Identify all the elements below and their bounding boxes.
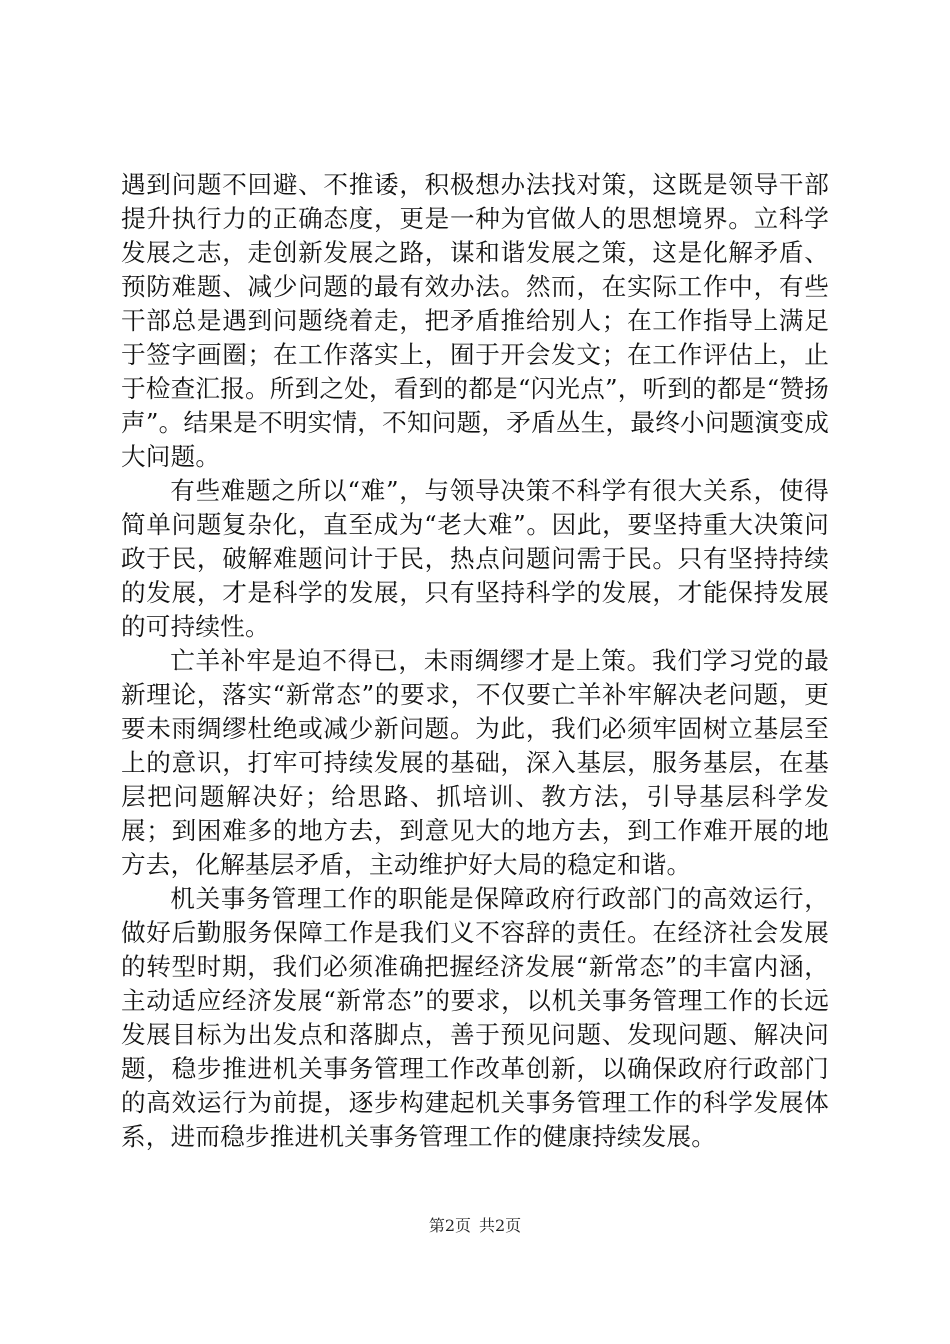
- page-number: 第2页: [428, 1216, 471, 1235]
- paragraph-4: 机关事务管理工作的职能是保障政府行政部门的高效运行，做好后勤服务保障工作是我们义不容辞的责任。在经济社会发展的转型时期，我们必须准确把握经济发展“新常态”的丰富内涵，主动适应经济发展“新常态”的要求，以机关事务管理工作的长远发展目标为出发点和落脚点，善于预见问题、发现问题、解决问题，稳步推进机关事务管理工作改革创新，以确保政府行政部门的高效运行为前提，逐步构建起机关事务管理工作的科学发展体系，进而稳步推进机关事务管理工作的健康持续发展。: [121, 884, 829, 1151]
- paragraph-1: 遇到问题不回避、不推诿，积极想办法找对策，这既是领导干部提升执行力的正确态度，更是一种为官做人的思想境界。立科学发展之志，走创新发展之路，谋和谐发展之策，这是化解矛盾、预防难题、减少问题的最有效办法。然而，在实际工作中，有些干部总是遇到问题绕着走，把矛盾推给别人；在工作指导上满足于签字画圈；在工作落实上，囿于开会发文；在工作评估上，止于检查汇报。所到之处，看到的都是“闪光点”，听到的都是“赞扬声”。结果是不明实情，不知问题，矛盾丛生，最终小问题演变成大问题。: [121, 170, 829, 471]
- page-footer: [0, 1216, 950, 1236]
- paragraph-3: 亡羊补牢是迫不得已，未雨绸缪才是上策。我们学习党的最新理论，落实“新常态”的要求，不仅要亡羊补牢解决老问题，更要未雨绸缪杜绝或减少新问题。为此，我们必须牢固树立基层至上的意识，打牢可持续发展的基础，深入基层，服务基层，在基层把问题解决好；给思路、抓培训、教方法，引导基层科学发展；到困难多的地方去，到意见大的地方去，到工作难开展的地方去，化解基层矛盾，主动维护好大局的稳定和谐。: [121, 646, 829, 879]
- paragraph-2: 有些难题之所以“难”，与领导决策不科学有很大关系，使得简单问题复杂化，直至成为“老大难”。因此，要坚持重大决策问政于民，破解难题问计于民，热点问题问需于民。只有坚持持续的发展，才是科学的发展，只有坚持科学的发展，才能保持发展的可持续性。: [121, 476, 829, 641]
- page-total: 共2页: [479, 1216, 522, 1235]
- document-body: [121, 168, 829, 1154]
